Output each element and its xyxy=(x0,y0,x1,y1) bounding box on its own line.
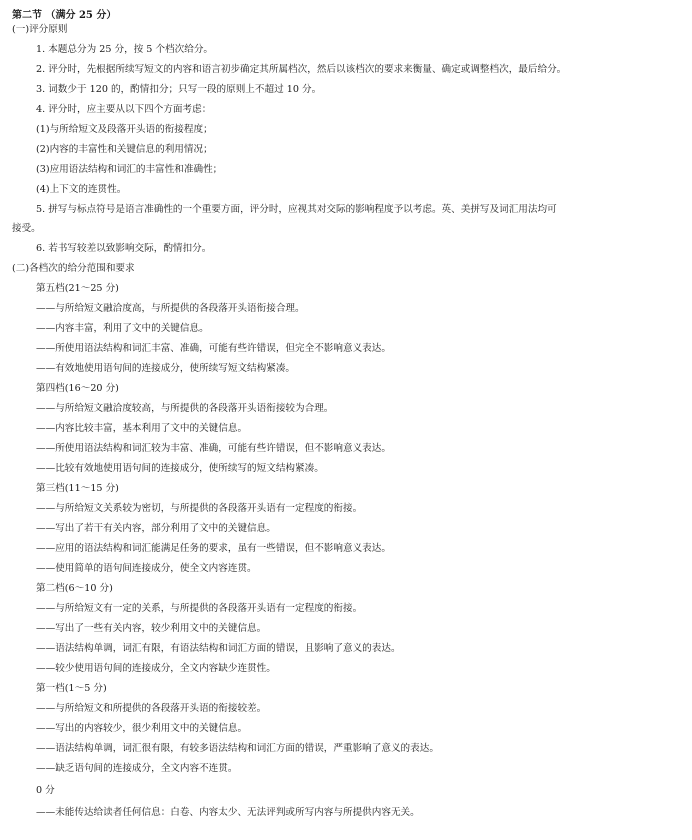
band-title: 第三档(11～15 分) xyxy=(36,483,119,494)
principle-item: 接受。 xyxy=(12,223,41,234)
band-point: ——所使用语法结构和词汇较为丰富、准确，可能有些许错误，但不影响意义表达。 xyxy=(36,443,391,454)
band-point: ——所使用语法结构和词汇丰富、准确，可能有些许错误，但完全不影响意义表达。 xyxy=(36,343,391,354)
band-point: ——比较有效地使用语句间的连接成分，使所续写的短文结构紧凑。 xyxy=(36,463,324,474)
band-point: ——未能传达给读者任何信息：白卷、内容太少、无法评判或所写内容与所提供内容无关。 xyxy=(36,807,420,818)
band-point: ——与所给短文关系较为密切，与所提供的各段落开头语有一定程度的衔接。 xyxy=(36,503,363,514)
band-point: ——较少使用语句间的连接成分，全文内容缺少连贯性。 xyxy=(36,663,276,674)
principle-item: (2)内容的丰富性和关键信息的利用情况； xyxy=(36,144,213,155)
band-point: ——缺乏语句间的连接成分，全文内容不连贯。 xyxy=(36,763,238,774)
band-point: ——有效地使用语句间的连接成分，使所续写短文结构紧凑。 xyxy=(36,363,296,374)
principle-item: (3)应用语法结构和词汇的丰富性和准确性； xyxy=(36,164,223,175)
principle-item: 2. 评分时，先根据所续写短文的内容和语言初步确定其所属档次，然后以该档次的要求来衡量、确定或调整档次，最后给分。 xyxy=(36,64,567,75)
band-point: ——语法结构单调，词汇很有限，有较多语法结构和词汇方面的错误，严重影响了意义的表达。 xyxy=(36,743,439,754)
band-point: ——与所给短文和所提供的各段落开头语的衔接较差。 xyxy=(36,703,267,714)
band-point: ——写出了一些有关内容，较少利用文中的关键信息。 xyxy=(36,623,267,634)
principles-heading: (一)评分原则 xyxy=(12,24,68,35)
band-title: 第五档(21～25 分) xyxy=(36,283,119,294)
principle-item: 6. 若书写较差以致影响交际，酌情扣分。 xyxy=(36,243,212,254)
band-point: ——内容丰富，利用了文中的关键信息。 xyxy=(36,323,209,334)
section-title: 第二节 （满分 25 分） xyxy=(12,10,117,21)
band-point: ——与所给短文融洽度高，与所提供的各段落开头语衔接合理。 xyxy=(36,303,305,314)
band-point: ——使用简单的语句间连接成分，使全文内容连贯。 xyxy=(36,563,257,574)
band-point: ——应用的语法结构和词汇能满足任务的要求，虽有一些错误，但不影响意义表达。 xyxy=(36,543,391,554)
band-title: 第四档(16～20 分) xyxy=(36,383,119,394)
ranges-heading: (二)各档次的给分范围和要求 xyxy=(12,263,135,274)
band-point: ——与所给短文有一定的关系，与所提供的各段落开头语有一定程度的衔接。 xyxy=(36,603,363,614)
principle-item: 1. 本题总分为 25 分，按 5 个档次给分。 xyxy=(36,44,214,55)
band-point: ——写出的内容较少，很少利用文中的关键信息。 xyxy=(36,723,248,734)
principle-item: (1)与所给短文及段落开头语的衔接程度； xyxy=(36,124,213,135)
band-title: 0 分 xyxy=(36,785,55,796)
principle-item: 5. 拼写与标点符号是语言准确性的一个重要方面，评分时，应视其对交际的影响程度予以考虑。英、美拼写及词汇用法均可 xyxy=(36,204,557,215)
band-point: ——与所给短文融洽度较高，与所提供的各段落开头语衔接较为合理。 xyxy=(36,403,334,414)
band-point: ——语法结构单调，词汇有限，有语法结构和词汇方面的错误，且影响了意义的表达。 xyxy=(36,643,401,654)
principle-item: (4)上下文的连贯性。 xyxy=(36,184,127,195)
principle-item: 3. 词数少于 120 的，酌情扣分；只写一段的原则上不超过 10 分。 xyxy=(36,84,322,95)
band-point: ——内容比较丰富，基本利用了文中的关键信息。 xyxy=(36,423,248,434)
band-point: ——写出了若干有关内容，部分利用了文中的关键信息。 xyxy=(36,523,276,534)
band-title: 第二档(6～10 分) xyxy=(36,583,113,594)
band-title: 第一档(1～5 分) xyxy=(36,683,107,694)
principle-item: 4. 评分时，应主要从以下四个方面考虑： xyxy=(36,104,212,115)
